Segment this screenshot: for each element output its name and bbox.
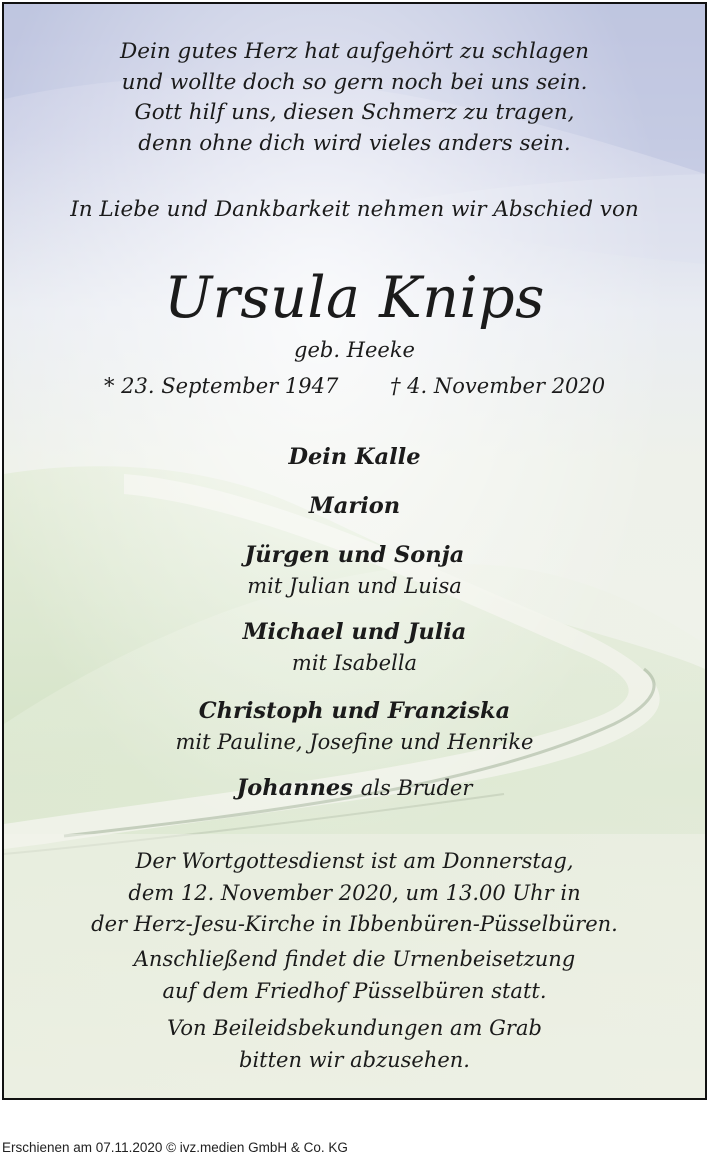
mourner-name: Dein Kalle (288, 444, 421, 470)
burial-info (4, 944, 705, 1007)
service-line: Der Wortgottesdienst ist am Donnerstag, (135, 849, 574, 873)
mourner-children: mit Julian und Luisa (247, 574, 462, 598)
mourner-children: mit Pauline, Josefine und Henrike (175, 730, 534, 754)
verse-line: Gott hilf uns, diesen Schmerz zu tragen, (134, 100, 575, 125)
condolence-line: Von Beileidsbekundungen am Grab (167, 1016, 542, 1040)
deceased-name: Ursula Knips (164, 265, 545, 331)
mourner-name: Marion (308, 493, 401, 519)
service-info (4, 846, 705, 941)
mourner-relation: als Bruder (360, 776, 473, 800)
birth-name: geb. Heeke (294, 338, 415, 362)
verse-line: und wollte doch so gern noch bei uns sein. (121, 69, 588, 95)
mourner-name: Johannes (236, 775, 353, 801)
condolence-note (4, 1013, 705, 1076)
notice-text (4, 4, 705, 1098)
burial-line: Anschließend findet die Urnenbeisetzung (133, 947, 576, 971)
mourner-children: mit Isabella (291, 651, 418, 675)
death-date: † 4. November 2020 (390, 374, 606, 398)
service-line: dem 12. November 2020, um 13.00 Uhr in (128, 880, 581, 905)
birth-date: * 23. September 1947 (104, 374, 339, 398)
farewell-intro: In Liebe und Dankbarkeit nehmen wir Abschied von (70, 197, 639, 222)
service-line: der Herz-Jesu-Kirche in Ibbenbüren-Püsselbüren. (91, 912, 618, 936)
verse-line: Dein gutes Herz hat aufgehört zu schlagen (119, 39, 590, 64)
publication-credit: Erschienen am 07.11.2020 © ivz.medien GmbH & Co. KG (2, 1140, 348, 1155)
mourner-name: Christoph und Franziska (198, 698, 511, 724)
mourner-sibling (4, 775, 705, 801)
condolence-line: bitten wir abzusehen. (239, 1047, 470, 1072)
mourner-name: Michael und Julia (242, 619, 467, 645)
verse-line: denn ohne dich wird vieles anders sein. (138, 130, 571, 156)
burial-line: auf dem Friedhof Püsselbüren statt. (162, 978, 547, 1003)
verse (4, 37, 705, 159)
obituary-notice (2, 2, 707, 1100)
mourner-name: Jürgen und Sonja (244, 542, 465, 568)
